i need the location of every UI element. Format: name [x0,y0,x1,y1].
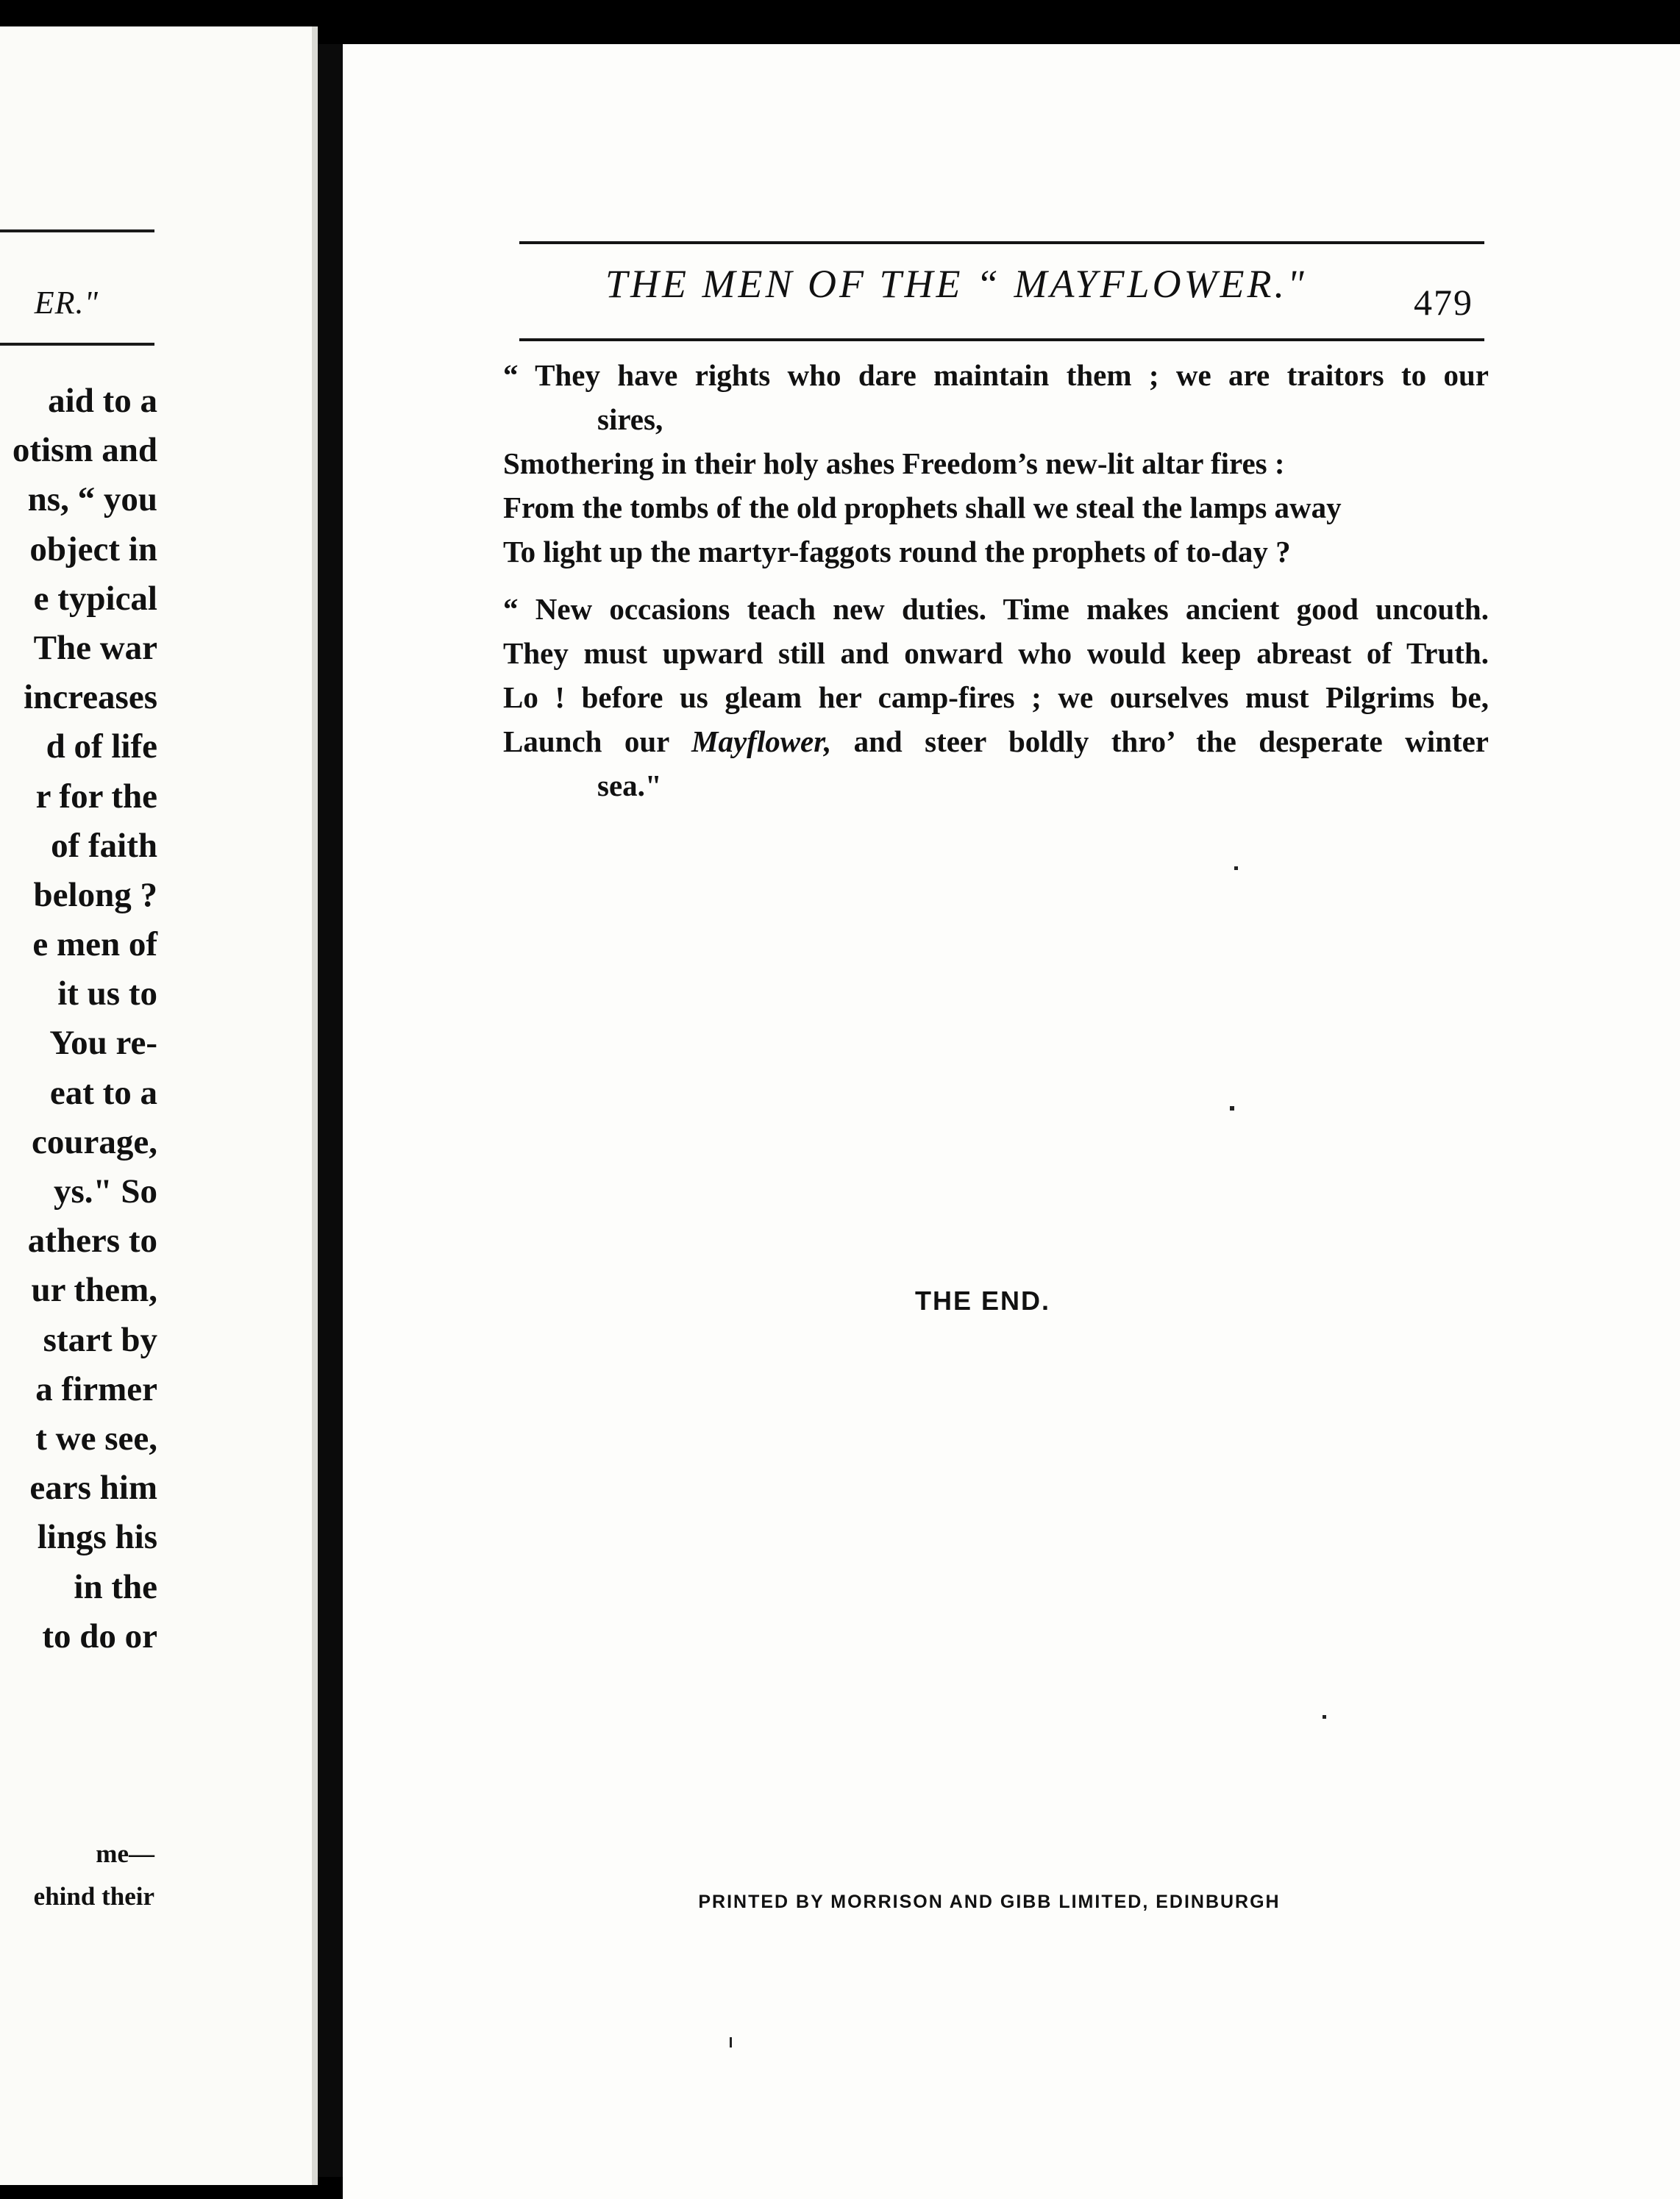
left-text-line: ur them, [31,1271,157,1310]
left-text-line: otism and [12,431,157,470]
left-text-line: r for the [35,777,157,816]
left-text-line: The war [33,628,157,667]
left-text-line: belong ? [33,875,157,914]
header-rule-bottom [519,338,1484,341]
stanza-2-line-2: They must upward still and onward who would keep abreast of Truth. [503,636,1489,670]
left-footnote-line: ehind their [33,1882,154,1911]
stanza-2-line-1: “ New occasions teach new duties. Time makes ancient good uncouth. [503,592,1489,626]
left-text-line: aid to a [48,382,157,420]
right-page [343,44,1680,2199]
stanza-1-line-4: To light up the martyr-faggots round the prophets of to-day ? [503,535,1291,569]
stanza-2-line-4 [503,719,1489,763]
left-text-line: ns, “ you [27,480,157,519]
the-end-label: THE END. [914,1286,1050,1316]
left-text-line: e men of [32,925,157,964]
left-text-line: a firmer [35,1369,157,1408]
stanza-2-line-3: Lo ! before us gleam her camp-fires ; we ourselves must Pilgrims be, [503,680,1489,714]
scan-speck [1230,1106,1234,1111]
left-text-line: eat to a [49,1073,157,1112]
poem-stanza-2 [503,587,1489,808]
scan-speck [1323,1715,1326,1719]
header-rule-top [519,241,1484,244]
left-text-line: of faith [51,826,157,865]
left-text-line: e typical [33,579,157,618]
line-4-lead: Launch our [503,724,692,758]
stanza-1-line-3: From the tombs of the old prophets shall we steal the lamps away [503,491,1342,524]
left-page [0,26,318,2185]
scan-speck [730,2037,732,2047]
left-text-line: d of life [46,727,157,766]
left-text-line: lings his [37,1518,157,1557]
left-text-line: it us to [57,974,157,1013]
printer-imprint: PRINTED BY MORRISON AND GIBB LIMITED, EDINBURGH [698,1892,1281,1912]
left-running-head: ER." [34,285,99,321]
left-page-text [0,377,157,1661]
left-text-line: start by [43,1320,157,1359]
left-header-rule-bottom [0,343,154,346]
left-text-line: increases [24,678,157,717]
left-page-footnote [0,1833,154,1918]
book-gutter [318,44,343,2177]
left-text-line: courage, [32,1122,157,1161]
page-number: 479 [1414,282,1473,323]
stanza-2-line-4-continued: sea." [597,769,662,802]
stanza-1-line-1: “ They have rights who dare maintain them ; we are traitors to our [503,358,1489,392]
left-text-line: to do or [42,1617,157,1656]
left-text-line: object in [29,530,157,569]
line-4-rest: and steer boldly thro’ the desperate winter [831,724,1489,758]
left-header-rule-top [0,229,154,232]
stanza-1-line-1-continued: sires, [597,402,663,436]
stanza-1-line-2: Smothering in their holy ashes Freedom’s new-lit altar fires : [503,446,1285,480]
left-text-line: t we see, [35,1419,157,1458]
left-footnote-line: me— [96,1839,154,1868]
left-text-line: You re- [49,1024,157,1063]
poem-stanza-1 [503,353,1489,574]
scan-speck [1234,866,1238,870]
left-text-line: ys." So [53,1172,157,1211]
left-text-line: athers to [27,1222,157,1261]
left-text-line: ears him [29,1469,157,1508]
mayflower-italic: Mayflower, [691,724,832,758]
running-head: THE MEN OF THE “ MAYFLOWER." [605,262,1307,306]
left-text-line: in the [74,1567,157,1606]
